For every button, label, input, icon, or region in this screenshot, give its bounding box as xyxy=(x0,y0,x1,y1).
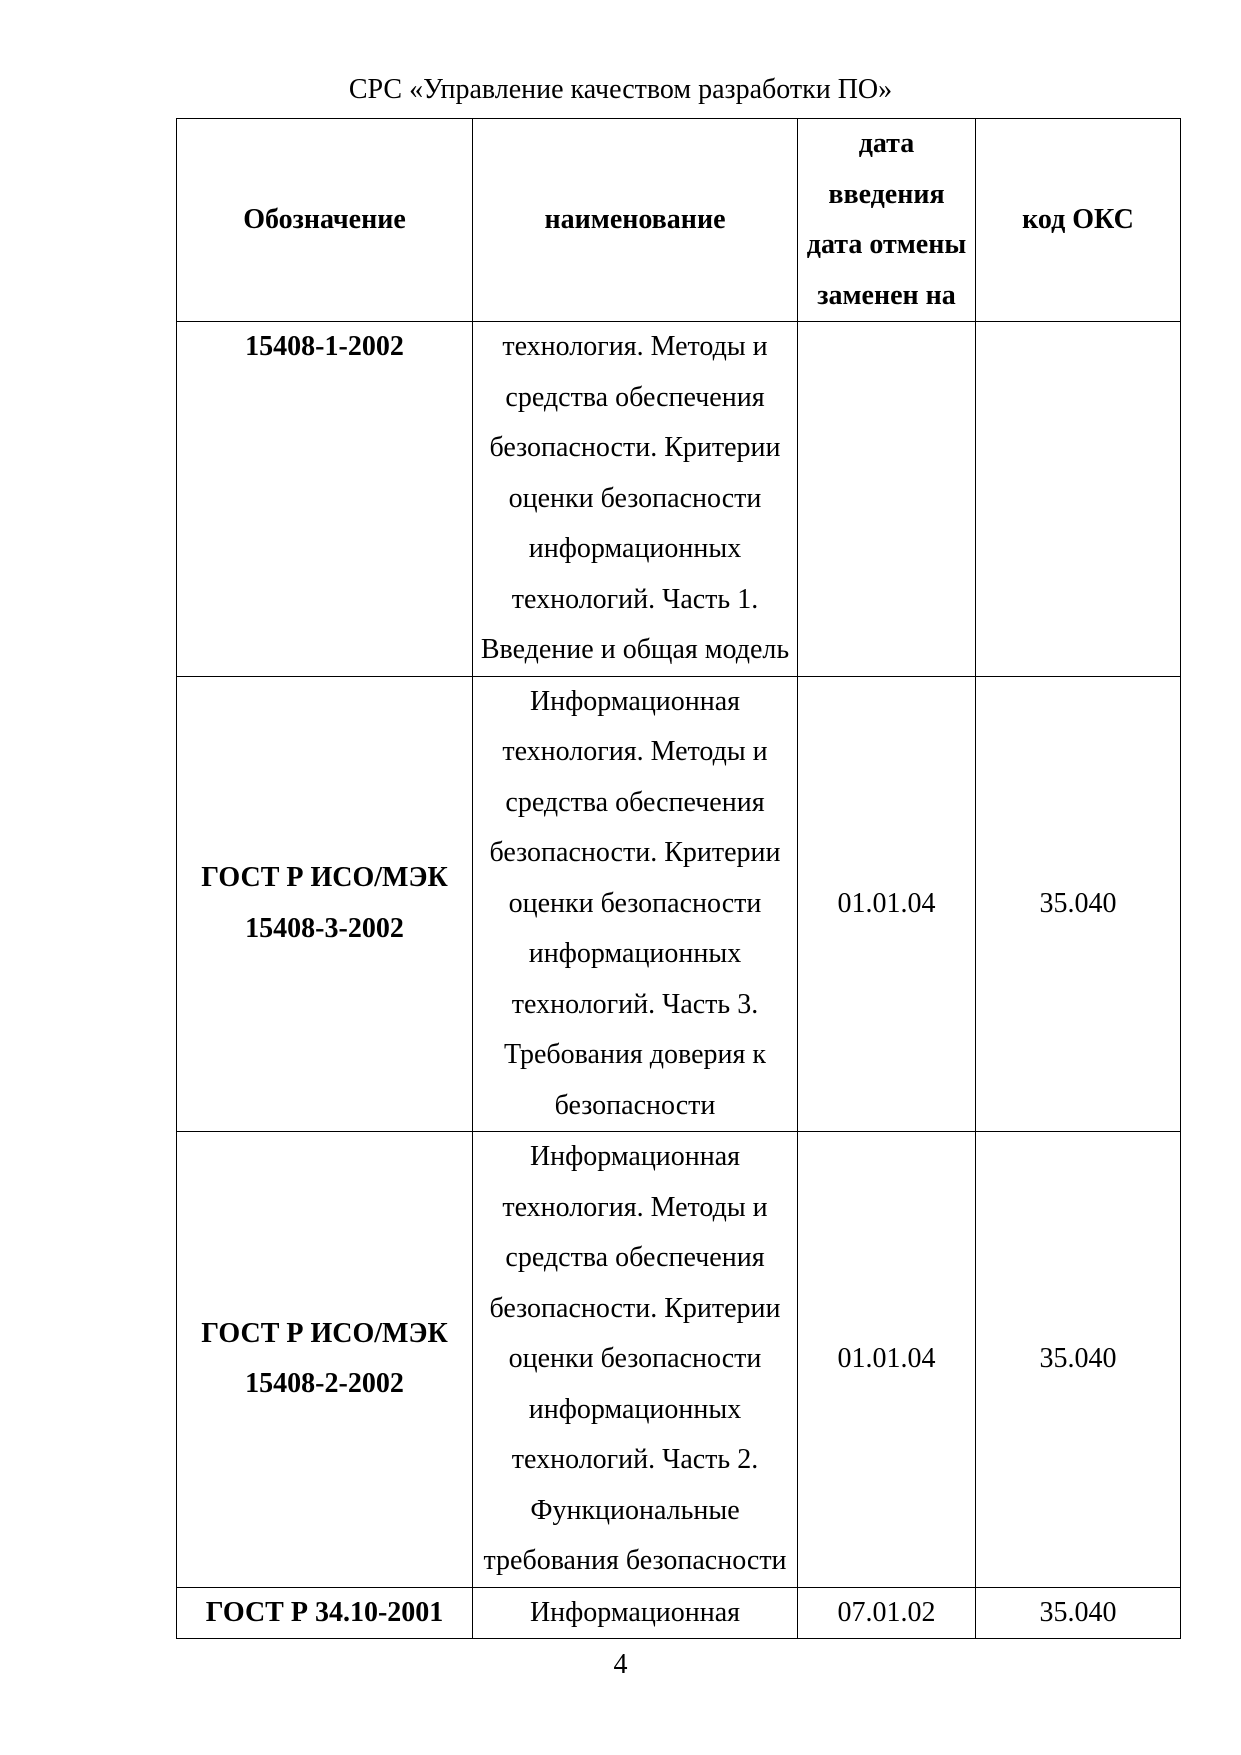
standard-name-line: Информационная xyxy=(529,1596,741,1628)
column-header-dates-line: дата отмены xyxy=(806,229,967,260)
column-header-name: наименование xyxy=(473,119,798,322)
standard-code-line: ГОСТ Р ИСО/МЭК xyxy=(201,862,448,894)
standard-code-line: ГОСТ Р 34.10-2001 xyxy=(205,1596,444,1628)
standard-code-line: ГОСТ Р ИСО/МЭК xyxy=(201,1317,448,1349)
standard-name-line: Функциональные xyxy=(530,1494,740,1526)
standard-name-line: Требования доверия к xyxy=(503,1039,767,1070)
column-header-dates-line: заменен на xyxy=(817,279,956,311)
standard-code-cell xyxy=(177,322,473,677)
standard-code-line: 15408-1-2002 xyxy=(245,331,404,362)
standard-name-line: технологий. Часть 1. xyxy=(511,583,759,615)
standard-name-line: Информационная xyxy=(529,685,741,717)
page-number: 4 xyxy=(613,1649,628,1680)
standard-name-line: безопасности. Критерии xyxy=(489,837,781,868)
introduction-date-cell: 07.01.02 xyxy=(798,1587,976,1639)
table-row xyxy=(177,1132,1181,1588)
standard-name-cell xyxy=(473,676,798,1132)
standard-name-line: технология. Методы и xyxy=(502,1191,768,1223)
column-header-oks-code: код ОКС xyxy=(976,119,1181,322)
standard-name-line: технология. Методы и xyxy=(502,736,768,767)
introduction-date-cell xyxy=(798,322,976,677)
standard-name-line: информационных xyxy=(528,533,742,564)
column-header-dates xyxy=(798,119,976,322)
standard-name-line: безопасности. Критерии xyxy=(489,1292,781,1324)
standard-name-line: средства обеспечения xyxy=(505,381,765,413)
standards-table xyxy=(176,118,1181,1639)
oks-code-cell xyxy=(976,322,1181,677)
standard-name-line: технологий. Часть 2. xyxy=(511,1444,759,1475)
standard-name-line: технология. Методы и xyxy=(502,331,768,362)
standard-code-cell xyxy=(177,676,473,1132)
standard-name-line: требования безопасности xyxy=(483,1545,787,1576)
standard-code-line: 15408-3-2002 xyxy=(245,912,404,944)
standard-name-line: оценки безопасности xyxy=(508,887,762,919)
standard-name-line: технологий. Часть 3. xyxy=(511,988,759,1020)
standard-name-cell xyxy=(473,1587,798,1639)
table-row xyxy=(177,1587,1181,1639)
standard-name-line: оценки безопасности xyxy=(508,482,762,514)
standard-name-cell xyxy=(473,1132,798,1588)
table-row xyxy=(177,322,1181,677)
standard-name-cell xyxy=(473,322,798,677)
table-row xyxy=(177,676,1181,1132)
standard-code-cell xyxy=(177,1587,473,1639)
standard-name-line: средства обеспечения xyxy=(505,1242,765,1273)
standard-name-line: безопасности xyxy=(554,1089,716,1121)
standard-name-line: информационных xyxy=(528,938,742,969)
oks-code-cell: 35.040 xyxy=(976,676,1181,1132)
standard-code-line: 15408-2-2002 xyxy=(245,1368,404,1400)
oks-code-cell: 35.040 xyxy=(976,1587,1181,1639)
standard-code-cell xyxy=(177,1132,473,1588)
column-header-dates-line: дата xyxy=(858,128,915,159)
oks-code-cell: 35.040 xyxy=(976,1132,1181,1588)
standard-name-line: средства обеспечения xyxy=(505,786,765,818)
column-header-designation: Обозначение xyxy=(177,119,473,322)
standard-name-line: оценки безопасности xyxy=(508,1343,762,1374)
introduction-date-cell: 01.01.04 xyxy=(798,676,976,1132)
introduction-date-cell: 01.01.04 xyxy=(798,1132,976,1588)
table-header-row xyxy=(177,119,1181,322)
column-header-dates-line: введения xyxy=(828,178,945,210)
standard-name-line: информационных xyxy=(528,1393,742,1425)
standard-name-line: Введение и общая модель xyxy=(480,634,790,665)
standard-name-line: Информационная xyxy=(529,1141,741,1172)
standard-name-line: безопасности. Критерии xyxy=(489,432,781,463)
running-header: СРС «Управление качеством разработки ПО» xyxy=(348,74,893,105)
